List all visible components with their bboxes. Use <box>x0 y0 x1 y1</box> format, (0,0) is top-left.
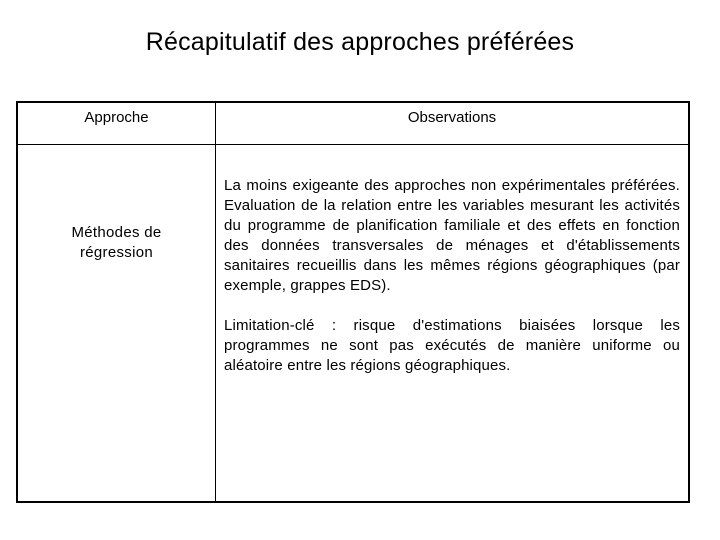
column-divider <box>215 103 216 501</box>
header-observations: Observations <box>407 109 497 126</box>
approach-cell <box>18 223 215 263</box>
limitation-paragraph: Limitation-clé : risque d'estimations biaisées lorsque les programmes ne sont pas exécutés de manière uniforme ou aléatoire entre les régions géographiques. <box>224 317 680 374</box>
observations-cell <box>224 176 680 376</box>
approach-label-line1: Méthodes de <box>71 224 162 241</box>
header-row-divider <box>18 144 688 145</box>
header-approach: Approche <box>84 109 149 126</box>
slide-title: Récapitulatif des approches préférées <box>145 28 575 56</box>
observation-paragraph: La moins exigeante des approches non expérimentales préférées. Evaluation de la relation entre les variables mesurant les activités du programme de planification familiale et des effets en fonction des données transversales de ménages et d'établissements sanitaires recueillis dans les mêmes régions géographiques (par exemple, grappes EDS). <box>224 177 680 294</box>
summary-table <box>16 101 690 503</box>
approach-label-line2: régression <box>79 244 154 261</box>
